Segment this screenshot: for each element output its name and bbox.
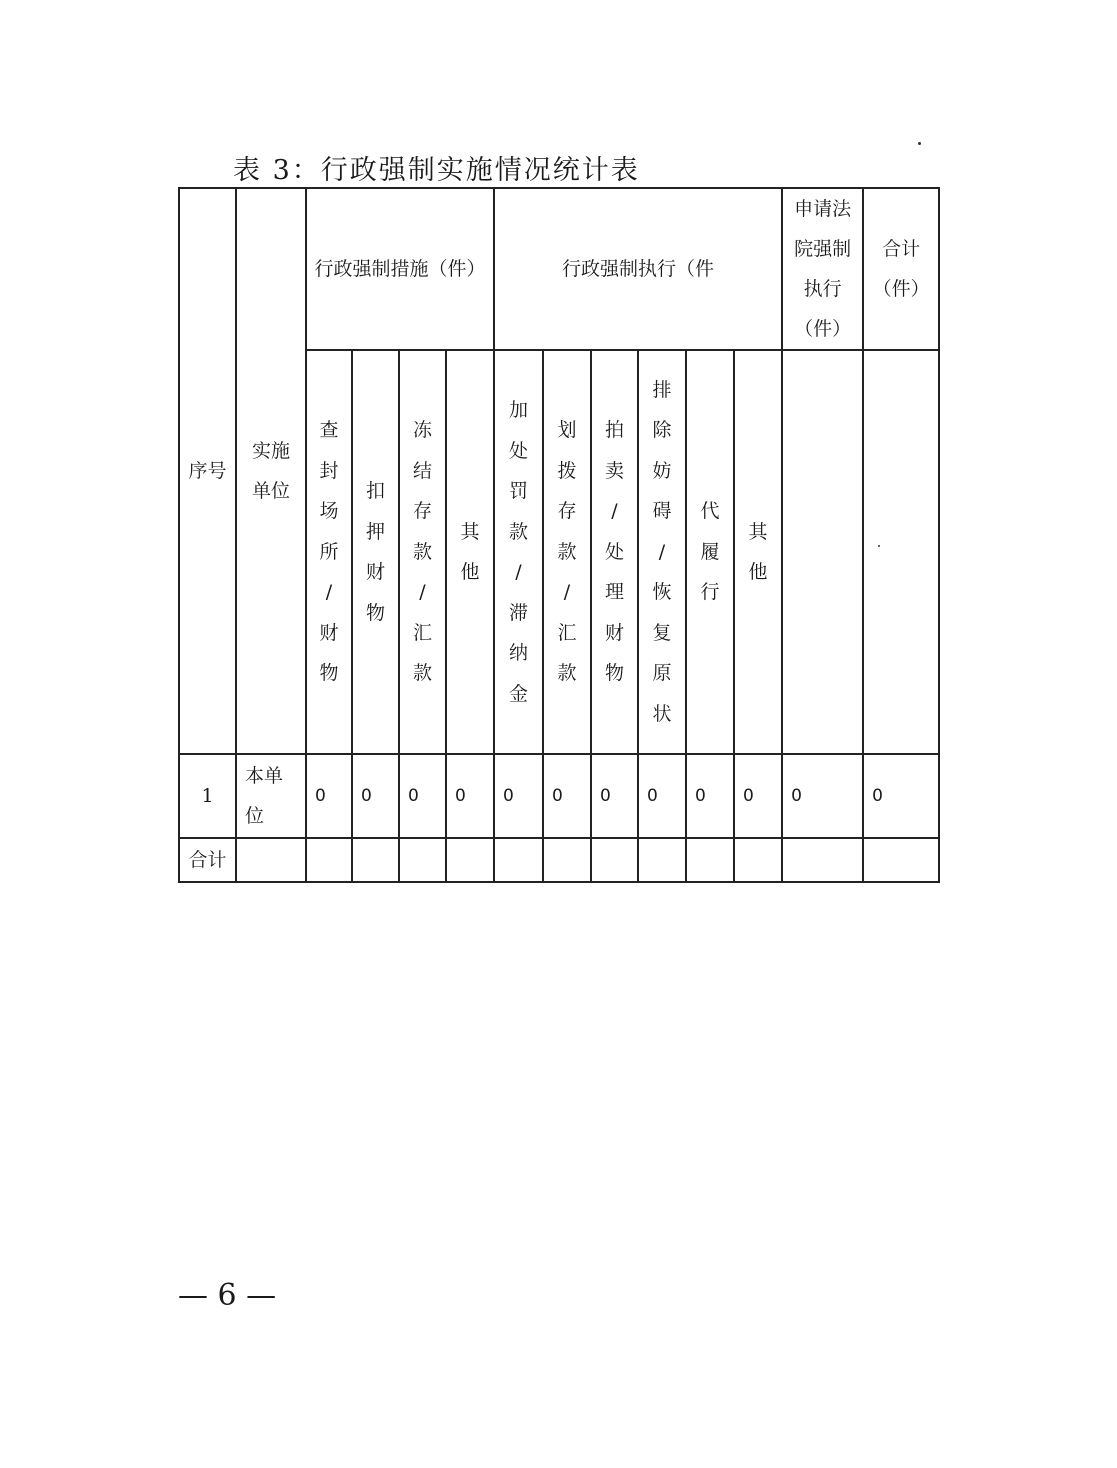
- total-cell: [494, 838, 543, 882]
- sub-header-freeze: 冻 结 存 款 / 汇 款: [399, 350, 446, 754]
- sub-header-seal: 查 封 场 所 / 财 物: [306, 350, 352, 754]
- row-value: 0: [446, 754, 494, 838]
- page-number: — 6 —: [178, 1278, 277, 1313]
- total-cell: [352, 838, 399, 882]
- header-court-execution: 申请法 院强制 执行 （件）: [782, 188, 863, 350]
- header-execution-group: 行政强制执行（件: [494, 188, 782, 350]
- header-unit: 实施 单位: [236, 188, 306, 754]
- sub-header-substitute: 代 履 行: [686, 350, 734, 754]
- total-cell: [236, 838, 306, 882]
- row-value: 0: [306, 754, 352, 838]
- header-measures-group: 行政强制措施（件）: [306, 188, 494, 350]
- sub-header-auction: 拍 卖 / 处 理 财 物: [591, 350, 638, 754]
- row-seq: 1: [179, 754, 236, 838]
- sub-header-seize: 扣 押 财 物: [352, 350, 399, 754]
- row-value: 0: [686, 754, 734, 838]
- header-total: 合计 （件）: [863, 188, 939, 350]
- header-seq: 序号: [179, 188, 236, 754]
- total-cell: [543, 838, 591, 882]
- total-cell: [446, 838, 494, 882]
- total-cell: [863, 838, 939, 882]
- row-value: 0: [399, 754, 446, 838]
- sub-header-transfer: 划 拨 存 款 / 汇 款: [543, 350, 591, 754]
- row-value: 0: [494, 754, 543, 838]
- row-value: 0: [591, 754, 638, 838]
- total-cell: [399, 838, 446, 882]
- total-row-label: 合计: [179, 838, 236, 882]
- scan-speck: [918, 142, 921, 145]
- sub-header-penalty: 加 处 罚 款 / 滞 纳 金: [494, 350, 543, 754]
- row-value: 0: [734, 754, 782, 838]
- sub-header-measures-other: 其 他: [446, 350, 494, 754]
- sub-header-court-empty: [782, 350, 863, 754]
- total-cell: [591, 838, 638, 882]
- row-value: 0: [352, 754, 399, 838]
- scan-speck: [878, 545, 880, 547]
- total-cell: [782, 838, 863, 882]
- row-value: 0: [543, 754, 591, 838]
- sub-header-execution-other: 其 他: [734, 350, 782, 754]
- row-value: 0: [863, 754, 939, 838]
- page-title: 表 3：行政强制实施情况统计表: [233, 155, 640, 186]
- total-cell: [734, 838, 782, 882]
- table-row: [179, 754, 939, 838]
- row-unit: 本单 位: [236, 754, 306, 838]
- row-value: 0: [638, 754, 686, 838]
- row-value: 0: [782, 754, 863, 838]
- total-cell: [638, 838, 686, 882]
- sub-header-remove-obstruction: 排 除 妨 碍 / 恢 复 原 状: [638, 350, 686, 754]
- header-row: [179, 188, 939, 350]
- sub-header-total-empty: [863, 350, 939, 754]
- total-cell: [686, 838, 734, 882]
- statistics-table: [178, 187, 940, 883]
- total-cell: [306, 838, 352, 882]
- total-row: [179, 838, 939, 882]
